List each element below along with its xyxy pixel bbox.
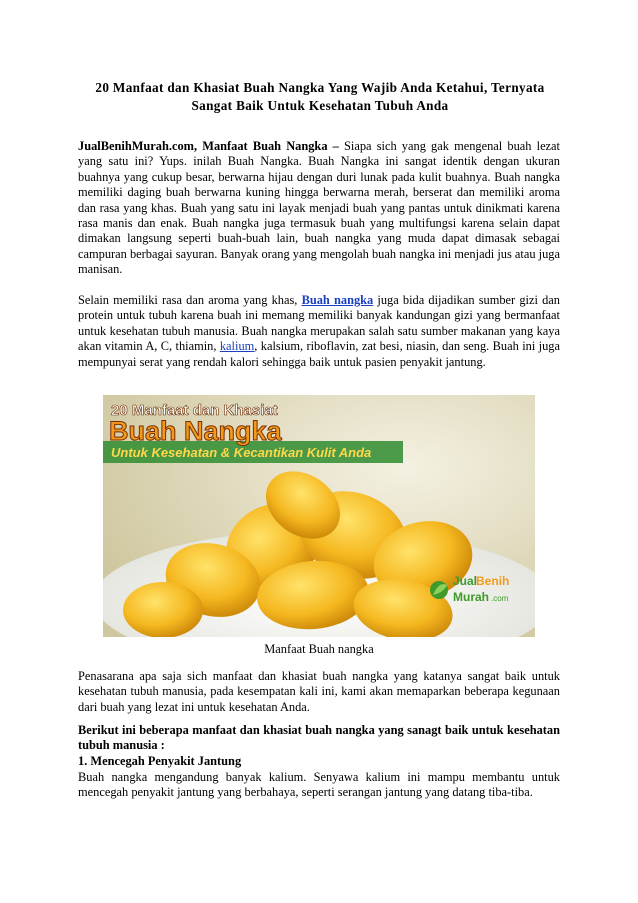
svg-text:Jual: Jual <box>453 574 478 588</box>
kalium-link[interactable]: kalium <box>219 339 255 354</box>
svg-text:Benih: Benih <box>476 574 510 588</box>
section-heading: Berikut ini beberapa manfaat dan khasiat buah nangka yang sanagt baik untuk kesehatan tubuh manusia : <box>78 723 560 753</box>
svg-text:Murah: Murah <box>453 590 489 604</box>
banner-line2: Buah Nangka <box>109 416 282 446</box>
para2-before: Selain memiliki rasa dan aroma yang khas, <box>78 293 302 307</box>
svg-text:.com: .com <box>491 594 509 603</box>
intro-lead: JualBenihMurah.com, Manfaat Buah Nangka – <box>78 139 339 153</box>
para2-middle: juga bida dijadikan sumber gizi dan protein untuk tubuh karena buah ini memang memiliki banyak kandungan gizi yang bermanfaat untuk kesehatan tubuh manusia. Buah nangka merupakan salah satu sumber makanan yang kaya akan vitamin A, C, thiamin, <box>78 293 560 354</box>
item1-text: Buah nangka mengandung banyak kalium. Senyawa kalium ini mampu membantu untuk mencegah penyakit jantung yang berbahaya, seperti serangan jantung yang datang tiba-tiba. <box>78 770 560 800</box>
article-title: 20 Manfaat dan Khasiat Buah Nangka Yang Wajib Anda Ketahui, Ternyata Sangat Baik Untuk Kesehatan Tubuh Anda <box>95 80 545 113</box>
intro-paragraph <box>78 139 560 278</box>
banner-line3: Untuk Kesehatan & Kecantikan Kulit Anda <box>111 445 372 460</box>
buah-nangka-link[interactable]: Buah nangka <box>301 293 374 307</box>
jackfruit-image <box>103 395 535 637</box>
image-caption: Manfaat Buah nangka <box>264 642 374 656</box>
intro-text: Siapa sich yang gak mengenal buah lezat yang satu ini? Yups. inilah Buah Nangka. Buah Nangka ini sangat identik dengan ukuran buahnya yang cukup besar, berwarna hijau dengan duri lunak pada kulit buahnya. Buah nangka memiliki daging buah berwarna kuning hingga berwarna merah, berserat dan memiliki aroma dan rasa yang khas. Buah yang satu ini layak menjadi buah yang pantas untuk dinikmati karena rasa manis dan enak. Buah nangka juga termasuk buah yang multifungsi karena selain dapat dimakan langsung seperti buah-buah lain, buah nangka yang muda dapat dimasak sebagai campuran berbagai sayuran. Banyak orang yang mengolah buah nangka ini menjadi jus atau juga manisan. <box>78 139 561 277</box>
banner-line1: 20 Manfaat dan Khasiat <box>111 402 278 419</box>
intro-list-paragraph: Penasarana apa saja sich manfaat dan khasiat buah nangka yang katanya sangat baik untuk kesehatan tubuh manusia, pada kesempatan kali ini, kami akan memaparkan beberapa kegunaan dari buah yang lezat ini untuk kesehatan Anda. <box>78 669 560 714</box>
item1-heading: 1. Mencegah Penyakit Jantung <box>78 754 242 768</box>
nutrition-paragraph <box>78 293 560 370</box>
para2-after: , kalsium, riboflavin, zat besi, niasin, dan seng. Buah ini juga mempunyai serat yang rendah kalori sehingga baik untuk pasien penyakit jantung. <box>78 339 560 369</box>
